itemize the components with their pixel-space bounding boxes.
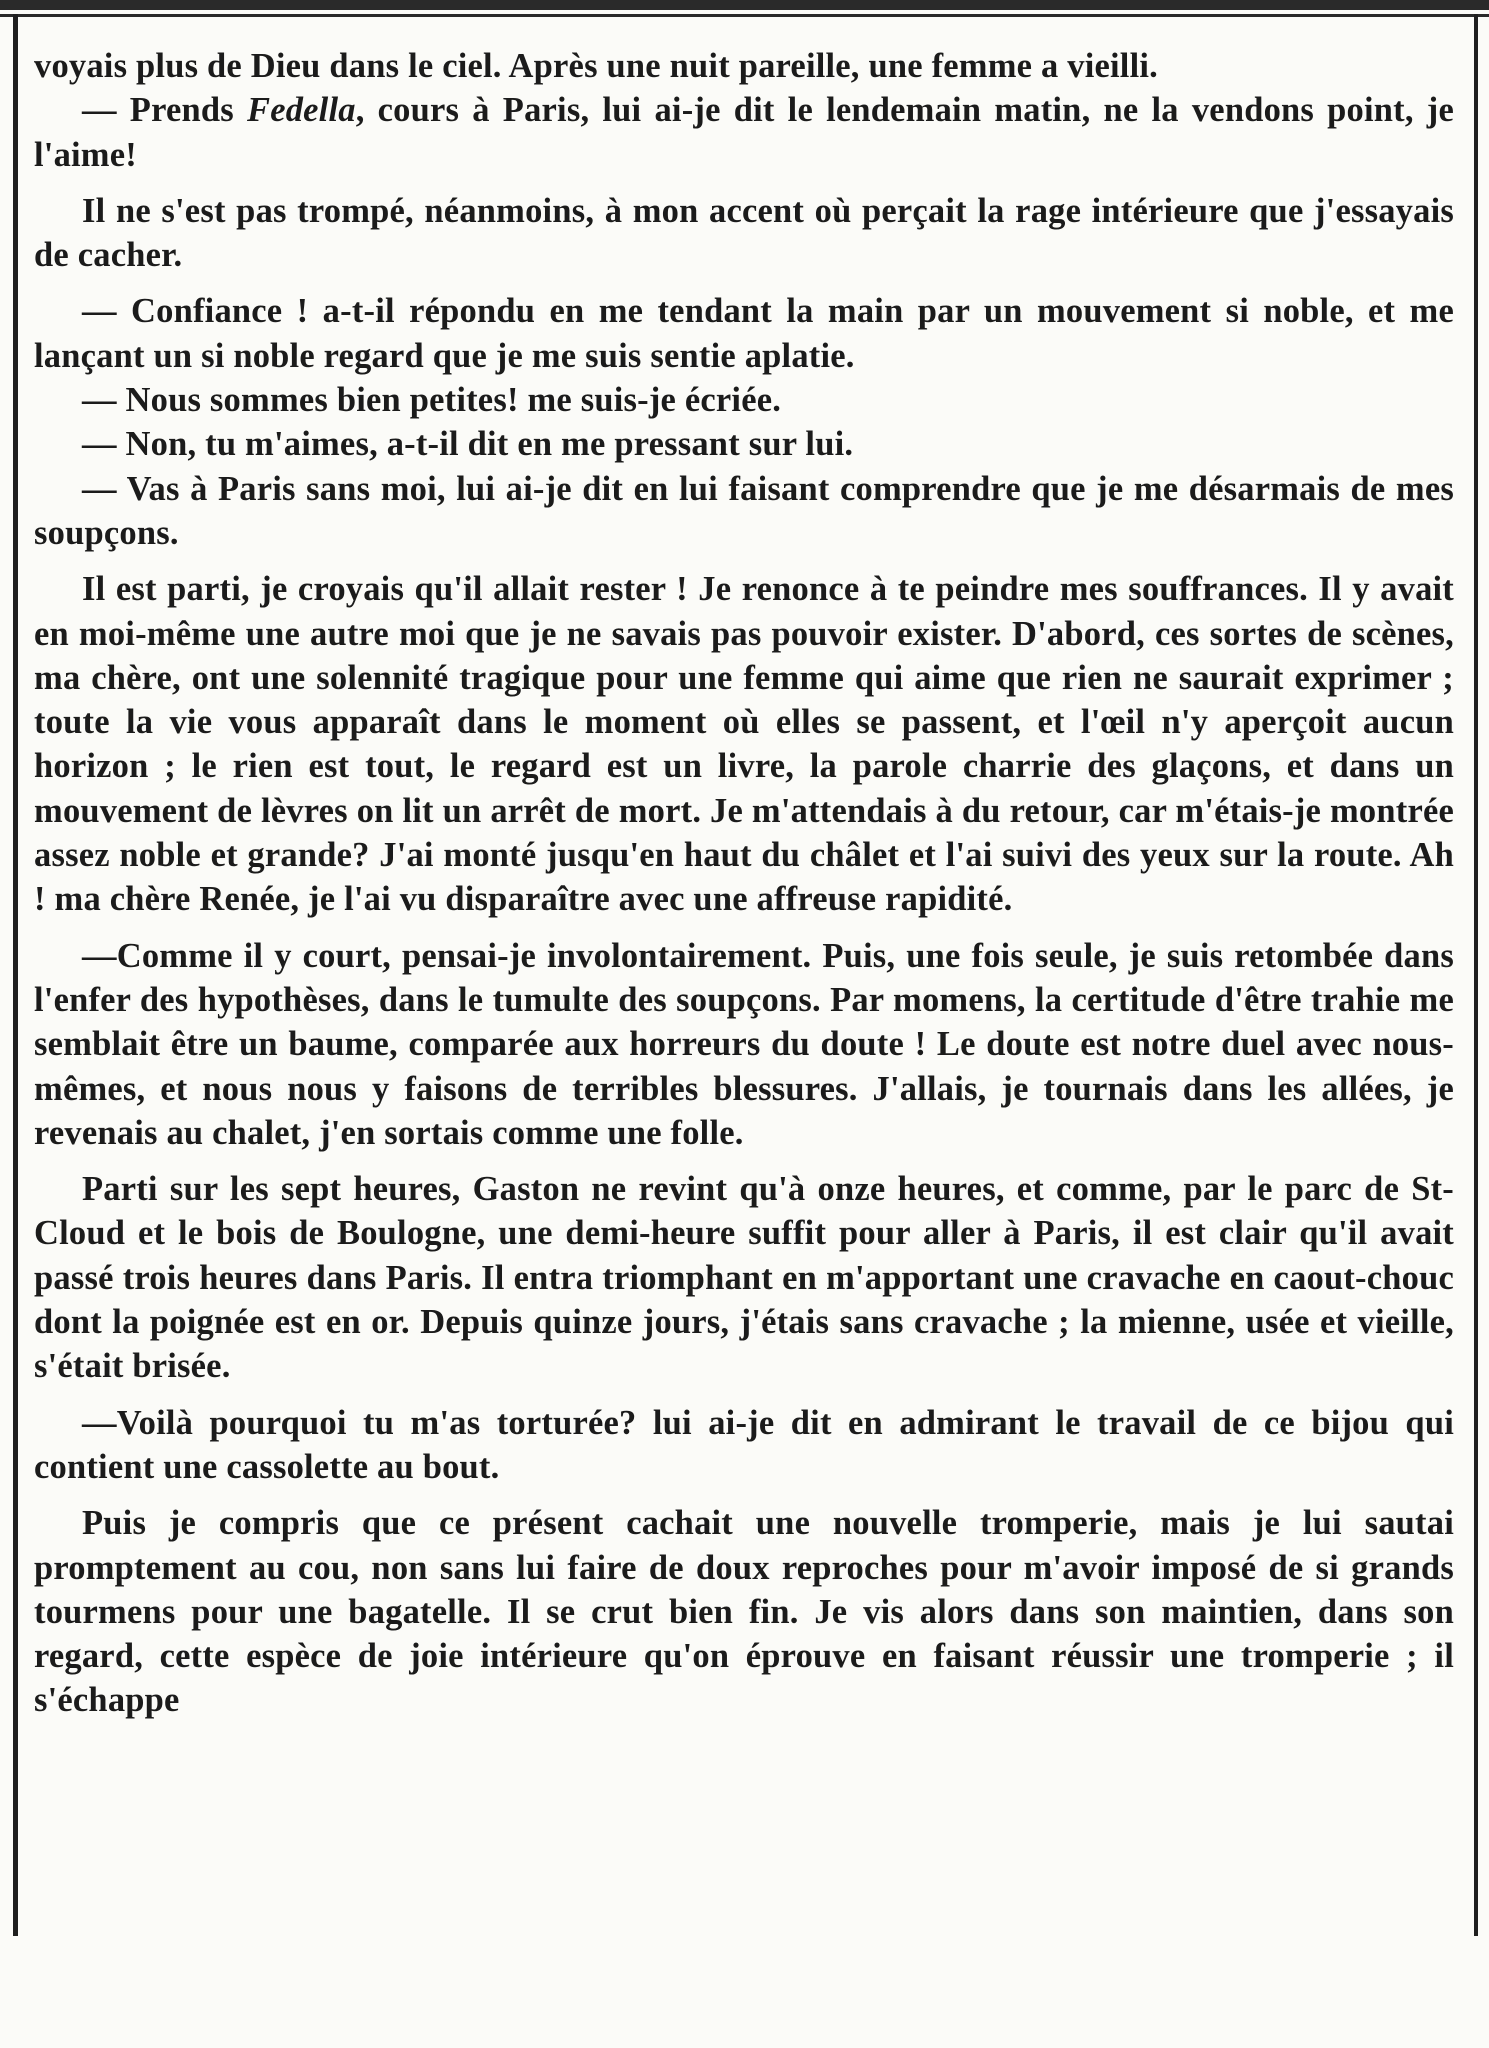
text-column [34,44,1454,1723]
paragraph: — Confiance ! a-t-il répondu en me tendant la main par un mouvement si noble, et me lançant un si noble regard que je me suis sentie aplatie. [34,292,1454,375]
paragraph: voyais plus de Dieu dans le ciel. Après une nuit pareille, une femme a vieilli. [34,47,1158,85]
paragraph: —Comme il y court, pensai-je involontairement. Puis, une fois seule, je suis retombée dans l'enfer des hypothèses, dans le tumulte des soupçons. Par momens, la certitude d'être trahie me semblait être un baume, comparée aux horreurs du doute ! Le doute est notre duel avec nous-mêmes, et nous nous y faisons de terribles blessures. J'allais, je tournais dans les allées, je revenais au chalet, j'en sortais comme une folle. [34,936,1454,1152]
paragraph: Il ne s'est pas trompé, néanmoins, à mon accent où perçait la rage intérieure que j'essayais de cacher. [34,191,1454,275]
horse-name: Fedella [247,91,356,130]
right-column-rule [1474,14,1478,1936]
paragraph: Puis je compris que ce présent cachait une nouvelle tromperie, mais je lui sautai promptement au cou, non sans lui faire de doux reproches pour m'avoir imposé de si grands tourmens pour une bagatelle. Il se crut bien fin. Je vis alors dans son maintien, dans son regard, cette espèce de joie intérieure qu'on éprouve en faisant réussir une tromperie ; il s'échappe [34,1504,1454,1720]
paragraph: — Non, tu m'aimes, a-t-il dit en me pressant sur lui. [82,425,854,464]
paragraph: — Vas à Paris sans moi, lui ai-je dit en lui faisant comprendre que je me désarmais de mes soupçons. [34,469,1454,552]
paragraph [34,88,1454,177]
paragraph-lead: — Prends [82,91,247,130]
top-rule-thin [0,14,1489,17]
paragraph: — Nous sommes bien petites! me suis-je écriée. [82,381,782,420]
top-rule [0,0,1489,10]
paragraph: —Voilà pourquoi tu m'as torturée? lui ai-je dit en admirant le travail de ce bijou qui contient une cassolette au bout. [34,1403,1454,1486]
left-column-rule [13,14,18,1936]
paragraph: Il est parti, je croyais qu'il allait rester ! Je renonce à te peindre mes souffrances. Il y avait en moi-même une autre moi que je ne savais pas pouvoir exister. D'abord, ces sortes de scènes, ma chère, ont une solennité tragique pour une femme qui aime que rien ne saurait exprimer ; toute la vie vous apparaît dans le moment où elles se passent, et l'œil n'y aperçoit aucun horizon ; le rien est tout, le regard est un livre, la parole charrie des glaçons, et dans un mouvement de lèvres on lit un arrêt de mort. Je m'attendais à du retour, car m'étais-je montrée assez noble et grande? J'ai monté jusqu'en haut du châlet et l'ai suivi des yeux sur la route. Ah ! ma chère Renée, je l'ai vu disparaître avec une affreuse rapidité. [34,570,1454,919]
paragraph-tail: , cours à Paris, lui ai-je dit le lendemain matin, ne la vendons point, je l'aime! [34,91,1454,174]
paragraph: Parti sur les sept heures, Gaston ne revint qu'à onze heures, et comme, par le parc de St-Cloud et le bois de Boulogne, une demi-heure suffit pour aller à Paris, il est clair qu'il avait passé trois heures dans Paris. Il entra triomphant en m'apportant une cravache en caout-chouc dont la poignée est en or. Depuis quinze jours, j'étais sans cravache ; la mienne, usée et vieille, s'était brisée. [34,1170,1454,1386]
